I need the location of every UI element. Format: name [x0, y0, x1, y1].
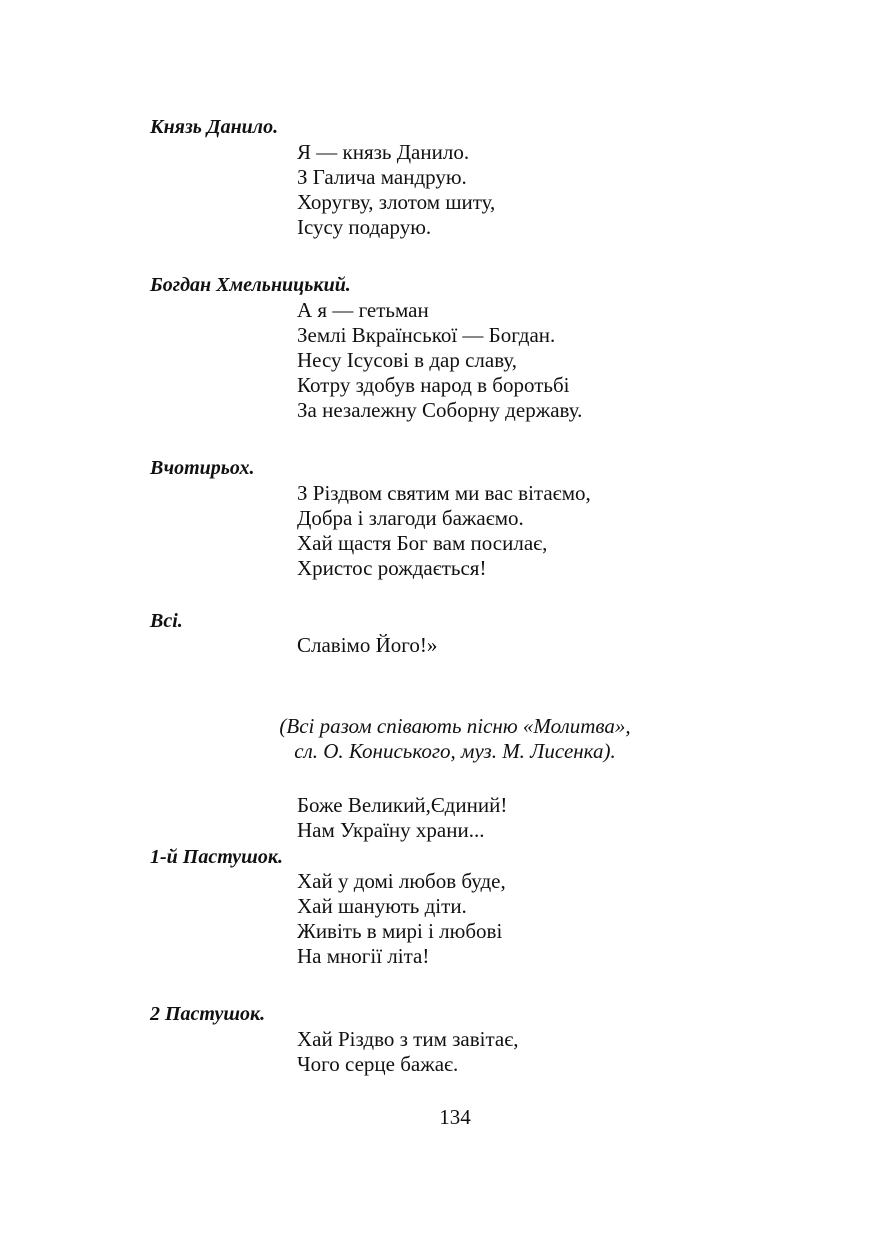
speaker-name: 2 Пастушок.: [150, 1003, 266, 1025]
speaker-name: Князь Данило.: [150, 116, 279, 138]
verse-line: З Різдвом святим ми вас вітаємо,: [297, 481, 591, 505]
verse-line: Котру здобув народ в боротьбі: [297, 373, 570, 397]
speaker-name: Богдан Хмельницький.: [150, 274, 351, 296]
verse-line: Несу Ісусові в дар славу,: [297, 348, 518, 372]
speaker-name: 1-й Пастушок.: [150, 846, 283, 868]
verse: [297, 869, 506, 969]
stage-direction-line: (Всі разом співають пісню «Молитва»,: [279, 714, 631, 738]
verse-line: Хай Різдво з тим завітає,: [297, 1027, 519, 1051]
verse: [297, 481, 591, 581]
stage-direction-line: сл. О. Кониського, муз. М. Лисенка).: [294, 739, 616, 763]
verse-line: Землі Вкраїнської — Богдан.: [297, 323, 556, 347]
song-verse: [297, 793, 507, 843]
verse-line: Хай шанують діти.: [297, 894, 467, 918]
verse-line: Живіть в мирі і любові: [297, 919, 503, 943]
verse-line: Ісусу подарую.: [297, 215, 432, 239]
verse-line: Хай у домі любов буде,: [297, 869, 506, 893]
verse: [297, 298, 582, 423]
verse: [297, 140, 495, 240]
verse-line: А я — гетьман: [297, 298, 429, 322]
verse-line: Добра і злагоди бажаємо.: [297, 506, 524, 530]
verse-line: Славімо Його!»: [297, 633, 438, 657]
speaker-name: Всі.: [150, 610, 183, 632]
verse-line: Христос рождається!: [297, 556, 487, 580]
verse-line: Хай щастя Бог вам посилає,: [297, 531, 548, 555]
verse-line: З Галича мандрую.: [297, 165, 467, 189]
verse-line: Боже Великий,Єдиний!: [297, 793, 508, 817]
verse-line: Я — князь Данило.: [297, 140, 470, 164]
verse-line: За незалежну Соборну державу.: [297, 398, 583, 422]
verse-line: На многії літа!: [297, 944, 430, 968]
verse-line: Чого серце бажає.: [297, 1052, 459, 1076]
verse-line: Хоругву, злотом шиту,: [297, 190, 496, 214]
verse: [297, 633, 437, 658]
verse: [297, 1027, 519, 1077]
stage-direction: [0, 714, 875, 764]
speaker-name: Вчотирьох.: [150, 457, 255, 479]
page-number: 134: [439, 1105, 471, 1129]
verse-line: Нам Україну храни...: [297, 818, 485, 842]
